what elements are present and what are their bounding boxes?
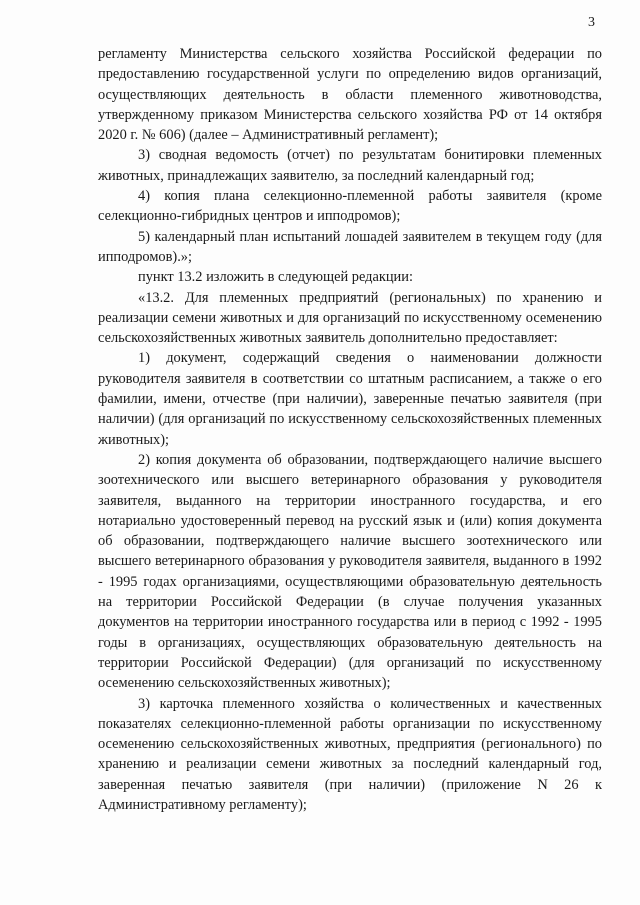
paragraph: 1) документ, содержащий сведения о наименовании должности руководителя заявителя в соответствии со штатным расписанием, а также о его фамилии, имени, отчестве (при наличии), заверенные печатью заявителя (при наличии) (для организаций по искусственному сельскохозяйственных племенных животных);: [98, 350, 602, 448]
paragraph: 3) карточка племенного хозяйства о количественных и качественных показателях селекционно-племенной работы организации по искусственному осеменению сельскохозяйственных животных, предприятия (регионального) по хранению и реализации семени животных за последний календарный год, заверенная печатью заявителя (при наличии) (приложение N 26 к Административному регламенту);: [98, 695, 602, 813]
paragraph: пункт 13.2 изложить в следующей редакции:: [138, 269, 413, 286]
document-body: [98, 44, 602, 815]
paragraph: 2) копия документа об образовании, подтверждающего наличие высшего зоотехнического или высшего ветеринарного образования у руководителя заявителя, выданного на территории иностранного государства, и его нотариально удостоверенный перевод на русский язык и (или) копия документа об образовании, подтверждающего наличие высшего зоотехнического или высшего ветеринарного образования у руководителя заявителя, выданного в 1992 - 1995 годах организациями, осуществляющими образовательную деятельность на территории Российской Федерации (в случае получения указанных документов на территории иностранного государства или в период с 1992 - 1995 годы в организациях, осуществляющих образовательную деятельность на территории Российской Федерации) (для организаций по искусственному осеменению сельскохозяйственных животных);: [98, 451, 602, 692]
page-number: 3: [588, 15, 595, 30]
paragraph: регламенту Министерства сельского хозяйства Российской федерации по предоставлению государственной услуги по определению видов организаций, осуществляющих деятельность в области племенного животноводства, утвержденному приказом Министерства сельского хозяйства РФ от 14 октября 2020 г. № 606) (далее – Административный регламент);: [98, 46, 602, 144]
paragraph: 3) сводная ведомость (отчет) по результатам бонитировки племенных животных, принадлежащих заявителю, за последний календарный год;: [98, 147, 602, 184]
paragraph: «13.2. Для племенных предприятий (региональных) по хранению и реализации семени животных и для организаций по искусственному осеменению сельскохозяйственных животных заявитель дополнительно предоставляет:: [98, 289, 602, 347]
paragraph: 5) календарный план испытаний лошадей заявителем в текущем году (для ипподромов).»;: [98, 228, 602, 265]
paragraph: 4) копия плана селекционно-племенной работы заявителя (кроме селекционно-гибридных центров и ипподромов);: [98, 188, 602, 225]
